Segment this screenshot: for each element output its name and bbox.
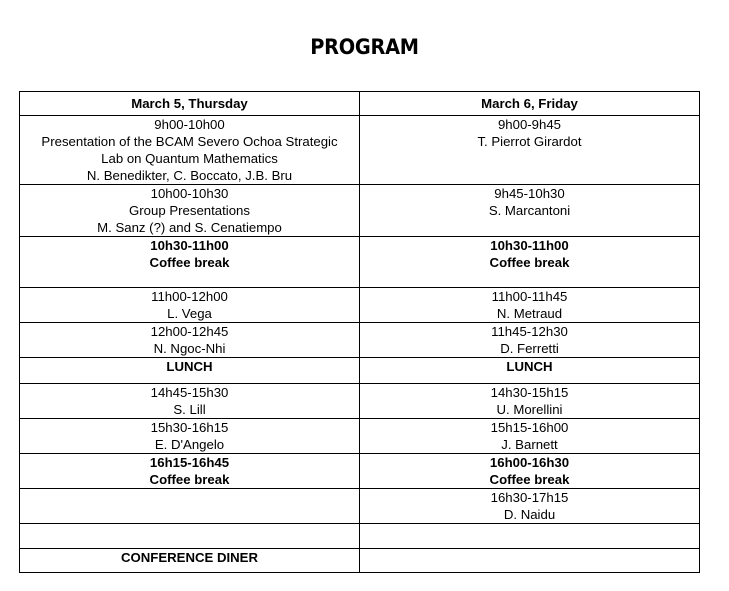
session-speaker: D. Naidu — [503, 507, 556, 522]
session-time: 9h00-9h45 — [497, 117, 562, 132]
table-row-empty — [20, 524, 700, 549]
break-time: 10h30-11h00 — [150, 238, 229, 253]
lunch-label: LUNCH — [506, 359, 553, 374]
session-speaker: N. Ngoc-Nhi — [153, 341, 226, 356]
thursday-cell — [20, 419, 360, 454]
friday-cell — [360, 116, 700, 185]
thursday-cell-empty — [20, 489, 360, 524]
session-time: 16h30-17h15 — [490, 490, 569, 505]
table-row — [20, 116, 700, 185]
session-time: 11h00-11h45 — [491, 289, 568, 304]
break-label: Coffee break — [149, 472, 230, 487]
thursday-cell — [20, 185, 360, 237]
table-row — [20, 288, 700, 323]
thursday-cell — [20, 454, 360, 489]
break-label: Coffee break — [489, 255, 570, 270]
header-thursday: March 5, Thursday — [20, 92, 360, 116]
friday-cell — [360, 358, 700, 384]
program-table — [19, 91, 700, 573]
session-speaker: L. Vega — [167, 306, 212, 321]
session-time: 12h00-12h45 — [150, 324, 229, 339]
friday-cell — [360, 489, 700, 524]
table-row-coffee-break — [20, 454, 700, 489]
thursday-cell-empty — [20, 524, 360, 549]
thursday-cell — [20, 237, 360, 288]
session-time: 9h45-10h30 — [494, 186, 565, 201]
session-time: 11h45-12h30 — [491, 324, 568, 339]
session-title: Group Presentations — [129, 203, 250, 218]
break-time: 16h00-16h30 — [489, 455, 570, 470]
table-row-dinner — [20, 549, 700, 573]
session-speakers: N. Benedikter, C. Boccato, J.B. Bru — [86, 168, 293, 183]
session-speaker: J. Barnett — [501, 437, 558, 452]
session-speakers: M. Sanz (?) and S. Cenatiempo — [97, 220, 282, 235]
table-row-coffee-break — [20, 237, 700, 288]
session-time: 11h00-12h00 — [151, 289, 228, 304]
session-speaker: S. Lill — [173, 402, 206, 417]
break-label: Coffee break — [149, 255, 230, 270]
session-time: 14h30-15h15 — [490, 385, 569, 400]
table-row — [20, 419, 700, 454]
thursday-cell — [20, 384, 360, 419]
session-time: 15h15-16h00 — [490, 420, 569, 435]
session-speaker: S. Marcantoni — [488, 203, 571, 218]
session-time: 9h00-10h00 — [154, 117, 225, 132]
header-row — [20, 92, 700, 116]
friday-cell-empty — [360, 524, 700, 549]
break-time: 10h30-11h00 — [490, 238, 569, 253]
friday-cell — [360, 419, 700, 454]
thursday-cell — [20, 549, 360, 573]
friday-cell — [360, 384, 700, 419]
page-title: PROGRAM — [310, 35, 419, 59]
table-row — [20, 489, 700, 524]
friday-cell — [360, 237, 700, 288]
session-speaker: U. Morellini — [496, 402, 563, 417]
session-speaker: T. Pierrot Girardot — [477, 134, 582, 149]
table-row — [20, 323, 700, 358]
table-row — [20, 185, 700, 237]
lunch-label: LUNCH — [166, 359, 213, 374]
dinner-label: CONFERENCE DINER — [120, 550, 258, 565]
thursday-cell — [20, 323, 360, 358]
break-label: Coffee break — [489, 472, 570, 487]
header-friday: March 6, Friday — [360, 92, 700, 116]
session-speaker: D. Ferretti — [500, 341, 559, 356]
friday-cell — [360, 185, 700, 237]
thursday-cell — [20, 288, 360, 323]
friday-cell — [360, 288, 700, 323]
table-row-lunch — [20, 358, 700, 384]
session-title: Presentation of the BCAM Severo Ochoa Strategic — [41, 134, 338, 149]
friday-cell-empty — [360, 549, 700, 573]
session-speaker: N. Metraud — [496, 306, 563, 321]
thursday-cell — [20, 116, 360, 185]
session-speaker: E. D'Angelo — [154, 437, 225, 452]
break-time: 16h15-16h45 — [149, 455, 230, 470]
session-time: 15h30-16h15 — [150, 420, 229, 435]
friday-cell — [360, 323, 700, 358]
table-row — [20, 384, 700, 419]
session-time: 14h45-15h30 — [150, 385, 229, 400]
friday-cell — [360, 454, 700, 489]
thursday-cell — [20, 358, 360, 384]
session-title: Lab on Quantum Mathematics — [101, 151, 278, 166]
session-time: 10h00-10h30 — [150, 186, 229, 201]
